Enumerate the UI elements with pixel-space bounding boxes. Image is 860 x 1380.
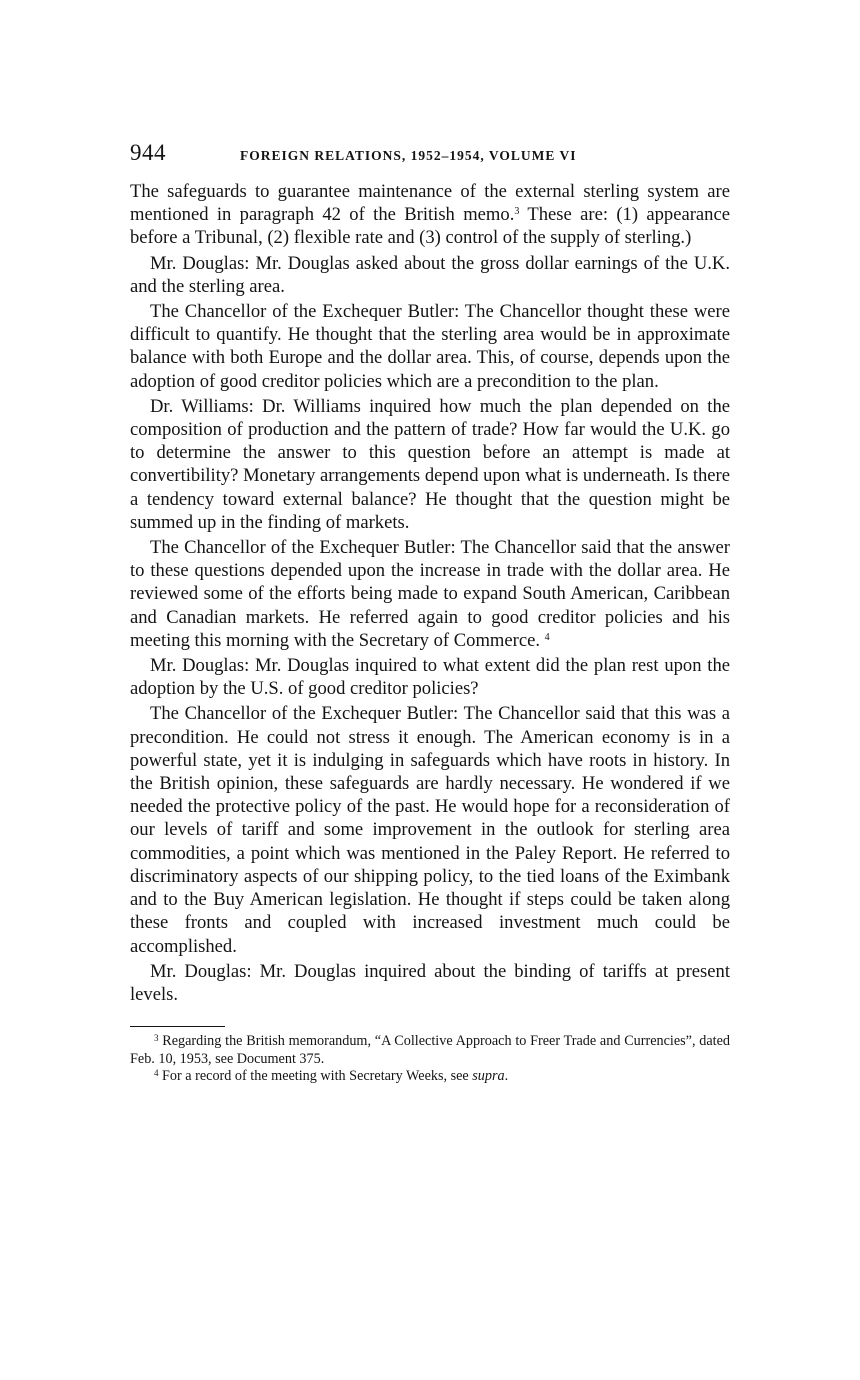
document-page <box>130 140 730 1086</box>
footnote-end: . <box>504 1068 509 1085</box>
footnotes <box>130 1033 730 1086</box>
footnote-italic: supra <box>472 1068 505 1085</box>
paragraph-text: The safeguards to guarantee maintenance of the external sterling system are mentioned in paragraph 42 of the British memo. <box>130 181 730 226</box>
paragraph <box>130 180 730 250</box>
paragraph <box>130 395 730 534</box>
paragraph <box>130 300 730 393</box>
footnote-marker: 4 <box>154 1068 159 1079</box>
paragraph-text: The Chancellor of the Exchequer Butler: The Chancellor said that this was a precondition. He could not stress it enough. The American economy is in a powerful state, yet it is indulging in safeguards which have roots in history. In the British opinion, these safeguards are hardly necessary. He wondered if we needed the protective policy of the past. He would hope for a reconsideration of our levels of tariff and some improvement in the outlook for sterling area commodities, a point which was mentioned in the Paley Report. He referred to discriminatory aspects of our shipping policy, to the tied loans of the Eximbank and to the Buy American legislation. He thought if steps could be taken along these fronts and coupled with increased investment much could be accomplished. <box>130 703 730 957</box>
paragraph-text: Mr. Douglas: Mr. Douglas inquired about the binding of tariffs at present levels. <box>130 960 730 1005</box>
footnote <box>130 1068 730 1086</box>
footnote-reference: 3 <box>514 206 520 218</box>
footnote-marker: 3 <box>154 1033 159 1044</box>
paragraph-text: The Chancellor of the Exchequer Butler: The Chancellor said that the answer to these questions depended upon the increase in trade with the dollar area. He reviewed some of the efforts being made to expand South American, Caribbean and Canadian markets. He referred again to good creditor policies and his meeting this morning with the Secretary of Commerce. <box>130 537 730 651</box>
running-head: FOREIGN RELATIONS, 1952–1954, VOLUME VI <box>240 148 577 163</box>
footnote-reference: 4 <box>544 631 550 643</box>
paragraph-text: Mr. Douglas: Mr. Douglas asked about the gross dollar earnings of the U.K. and the sterling area. <box>130 252 730 297</box>
paragraph <box>130 702 730 957</box>
footnote-text: Regarding the British memorandum, “A Collective Approach to Freer Trade and Currencies”, dated Feb. 10, 1953, see Document 375. <box>130 1033 730 1067</box>
body-text <box>130 180 730 1006</box>
page-header <box>130 140 730 180</box>
paragraph <box>130 252 730 298</box>
paragraph <box>130 654 730 700</box>
paragraph-text: These are: (1) appearance before a Tribunal, (2) flexible rate and (3) control of the supply of sterling.) <box>130 204 730 249</box>
paragraph-text: Dr. Williams: Dr. Williams inquired how much the plan depended on the composition of production and the pattern of trade? How far would the U.K. go to determine the answer to this question before an attempt is made at convertibility? Monetary arrangements depend upon what is underneath. Is there a tendency toward external balance? He thought that the question might be summed up in the finding of markets. <box>130 395 730 533</box>
paragraph-text: The Chancellor of the Exchequer Butler: The Chancellor thought these were difficult to quantify. He thought that the sterling area would be in approximate balance with both Europe and the dollar area. This, of course, depends upon the adoption of good creditor policies which are a precondition to the plan. <box>130 301 730 392</box>
paragraph-text: Mr. Douglas: Mr. Douglas inquired to what extent did the plan rest upon the adoption by the U.S. of good creditor policies? <box>130 655 730 700</box>
footnote-divider <box>130 1026 225 1027</box>
paragraph <box>130 960 730 1006</box>
footnote <box>130 1033 730 1068</box>
footnote-text: For a record of the meeting with Secretary Weeks, see <box>158 1068 473 1085</box>
paragraph <box>130 536 730 652</box>
page-number: 944 <box>130 140 166 165</box>
